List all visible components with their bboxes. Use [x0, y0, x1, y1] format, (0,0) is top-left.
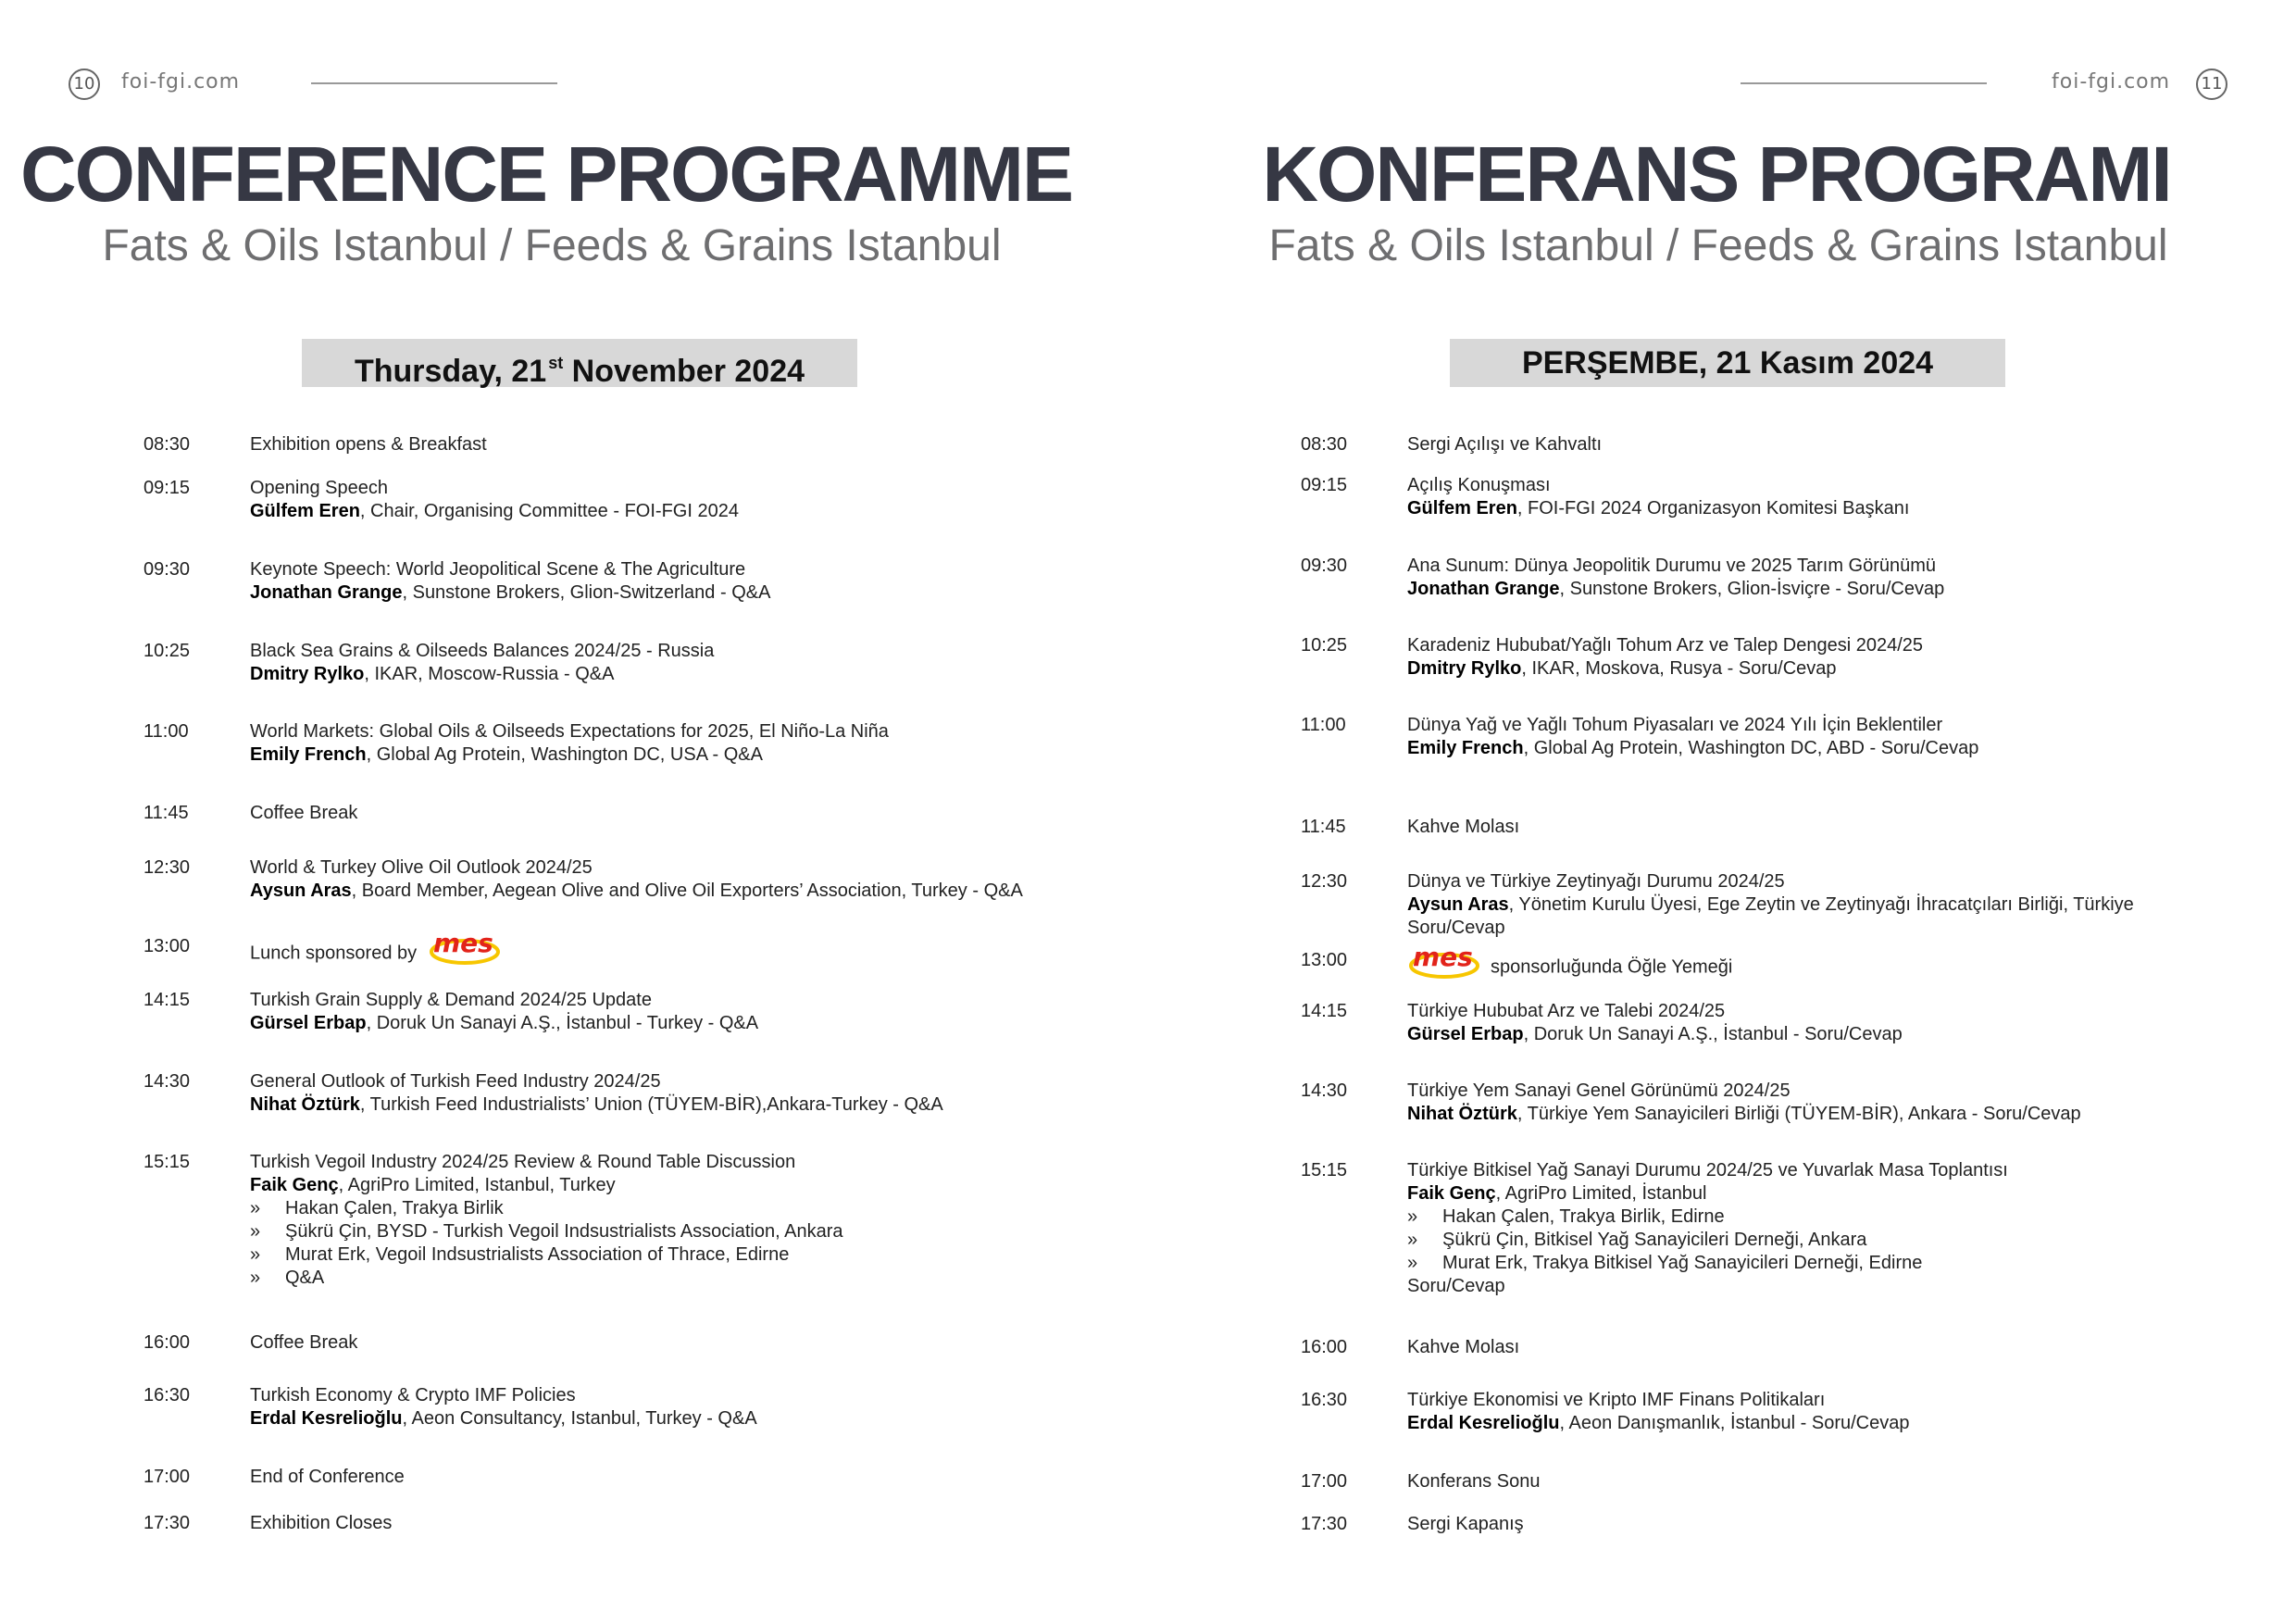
agenda-time: 12:30 — [1301, 871, 1348, 892]
agenda-time: 11:00 — [1301, 715, 1346, 735]
agenda-time: 15:15 — [144, 1152, 191, 1172]
panelist-item: » Hakan Çalen, Trakya Birlik, Edirne — [1407, 1206, 1725, 1227]
agenda-time: 09:30 — [1301, 556, 1348, 576]
panelist-item: » Hakan Çalen, Trakya Birlik — [250, 1198, 504, 1218]
agenda-title: Keynote Speech: World Jeopolitical Scene & The Agriculture — [250, 559, 746, 580]
page-subtitle: Fats & Oils Istanbul / Feeds & Grains Istanbul — [1268, 221, 2168, 270]
speaker-name: Jonathan Grange — [1407, 579, 1560, 599]
site-url[interactable]: foi-fgi.com — [2052, 70, 2171, 94]
agenda-time: 14:15 — [1301, 1001, 1348, 1021]
agenda-time: 08:30 — [144, 434, 191, 455]
agenda-time: 11:45 — [1301, 817, 1346, 837]
speaker-name: Gülfem Eren — [250, 501, 360, 521]
mes-logo — [1407, 943, 1481, 981]
agenda-title: Sergi Kapanış — [1407, 1514, 1524, 1534]
speaker-affiliation: , Sunstone Brokers, Glion-İsviçre - Soru/Cevap — [1559, 579, 1945, 599]
qa-note: Soru/Cevap — [1407, 918, 1505, 938]
speaker-affiliation: , Yönetim Kurulu Üyesi, Ege Zeytin ve Zeytinyağı İhracatçıları Birliği, Türkiye — [1508, 894, 2134, 915]
speaker-affiliation: , FOI-FGI 2024 Organizasyon Komitesi Başkanı — [1516, 498, 1910, 518]
agenda-time: 15:15 — [1301, 1160, 1348, 1181]
speaker-name: Jonathan Grange — [250, 582, 403, 603]
speaker-name: Dmitry Rylko — [1407, 658, 1522, 679]
agenda-title: End of Conference — [250, 1467, 405, 1487]
agenda-time: 11:45 — [144, 803, 189, 823]
agenda-title: Turkish Vegoil Industry 2024/25 Review & Round Table Discussion — [250, 1152, 796, 1172]
agenda-time: 11:00 — [144, 721, 189, 742]
agenda-title: Kahve Molası — [1407, 817, 1520, 837]
agenda-title: Türkiye Ekonomisi ve Kripto IMF Finans Politikaları — [1407, 1390, 1826, 1410]
agenda-title: Sergi Açılışı ve Kahvaltı — [1407, 434, 1603, 455]
header-rule — [311, 82, 557, 84]
agenda-time: 17:30 — [144, 1513, 191, 1533]
agenda-title: Opening Speech — [250, 478, 389, 498]
agenda-title: Turkish Economy & Crypto IMF Policies — [250, 1385, 576, 1405]
speaker-name: Nihat Öztürk — [250, 1094, 360, 1115]
agenda-time: 17:30 — [1301, 1514, 1348, 1534]
header-rule — [1741, 82, 1987, 84]
agenda-title: Konferans Sonu — [1407, 1471, 1541, 1492]
agenda-time: 13:00 — [144, 936, 191, 956]
agenda-title: Dünya Yağ ve Yağlı Tohum Piyasaları ve 2024 Yılı İçin Beklentiler — [1407, 715, 1943, 735]
day-prefix: Thursday, 21 — [354, 354, 547, 389]
bullet-mark: » — [1407, 1230, 1418, 1250]
speaker-name: Emily French — [250, 744, 367, 765]
agenda-time: 09:15 — [144, 478, 191, 498]
panelist-item: » Şükrü Çin, BYSD - Turkish Vegoil Indsustrialists Association, Ankara — [250, 1221, 843, 1242]
speaker-name: Gülfem Eren — [1407, 498, 1517, 518]
agenda-title: Türkiye Yem Sanayi Genel Görünümü 2024/25 — [1407, 1081, 1791, 1101]
agenda-time: 14:30 — [144, 1071, 191, 1092]
day-ordinal: st — [548, 354, 564, 372]
agenda-time: 16:30 — [1301, 1390, 1348, 1410]
speaker-affiliation: , Türkiye Yem Sanayicileri Birliği (TÜYEM-BİR), Ankara - Soru/Cevap — [1516, 1104, 2081, 1124]
speaker-name: Gürsel Erbap — [250, 1013, 367, 1033]
bullet-mark: » — [250, 1244, 261, 1265]
agenda-time: 09:15 — [1301, 475, 1348, 495]
page-title: KONFERANS PROGRAMI — [1262, 131, 2171, 218]
speaker-name: Gürsel Erbap — [1407, 1024, 1524, 1044]
panelist-item: » Q&A — [250, 1268, 325, 1288]
agenda-time: 10:25 — [1301, 635, 1348, 656]
speaker-name: Faik Genç — [1407, 1183, 1496, 1204]
agenda-title: sponsorluğunda Öğle Yemeği — [1491, 956, 1733, 978]
speaker-affiliation: , Board Member, Aegean Olive and Olive Oil Exporters’ Association, Turkey - Q&A — [351, 881, 1023, 901]
speaker-affiliation: , Global Ag Protein, Washington DC, ABD - Soru/Cevap — [1523, 738, 1979, 758]
page-number: 11 — [2196, 69, 2227, 100]
speaker-affiliation: , Turkish Feed Industrialists’ Union (TÜYEM-BİR),Ankara-Turkey - Q&A — [359, 1094, 943, 1115]
speaker-affiliation: , IKAR, Moscow-Russia - Q&A — [364, 664, 615, 684]
agenda-time: 13:00 — [1301, 950, 1348, 970]
agenda-time: 08:30 — [1301, 434, 1348, 455]
panelist-item: » Şükrü Çin, Bitkisel Yağ Sanayicileri Derneği, Ankara — [1407, 1230, 1867, 1250]
speaker-name: Erdal Kesrelioğlu — [250, 1408, 403, 1429]
speaker-name: Aysun Aras — [1407, 894, 1509, 915]
agenda-title: Türkiye Hububat Arz ve Talebi 2024/25 — [1407, 1001, 1726, 1021]
logo-wordmark: mes — [1413, 943, 1473, 972]
agenda-time: 16:00 — [1301, 1337, 1348, 1357]
agenda-title: Coffee Break — [250, 803, 358, 823]
bullet-mark: » — [1407, 1206, 1418, 1227]
page-subtitle: Fats & Oils Istanbul / Feeds & Grains Istanbul — [102, 221, 1002, 270]
agenda-title: Turkish Grain Supply & Demand 2024/25 Update — [250, 990, 652, 1010]
mes-logo — [428, 930, 502, 967]
agenda-time: 12:30 — [144, 857, 191, 878]
agenda-title: World Markets: Global Oils & Oilseeds Expectations for 2025, El Niño-La Niña — [250, 721, 889, 742]
bullet-mark: » — [250, 1268, 261, 1288]
agenda-title: Karadeniz Hububat/Yağlı Tohum Arz ve Talep Dengesi 2024/25 — [1407, 635, 1924, 656]
agenda-title: Kahve Molası — [1407, 1337, 1520, 1357]
speaker-affiliation: , IKAR, Moskova, Rusya - Soru/Cevap — [1521, 658, 1837, 679]
agenda-title: Black Sea Grains & Oilseeds Balances 2024/25 - Russia — [250, 641, 715, 661]
speaker-affiliation: , Doruk Un Sanayi A.Ş., İstanbul - Turkey - Q&A — [366, 1013, 759, 1033]
speaker-name: Erdal Kesrelioğlu — [1407, 1413, 1560, 1433]
speaker-affiliation: , Global Ag Protein, Washington DC, USA - Q&A — [366, 744, 763, 765]
agenda-time: 17:00 — [1301, 1471, 1348, 1492]
speaker-affiliation: , Aeon Danışmanlık, İstanbul - Soru/Cevap — [1559, 1413, 1910, 1433]
page-number: 10 — [69, 69, 100, 100]
right-page — [1148, 0, 2296, 1624]
speaker-affiliation: , Aeon Consultancy, Istanbul, Turkey - Q&A — [402, 1408, 757, 1429]
agenda-time: 14:30 — [1301, 1081, 1348, 1101]
panelist-item: » Murat Erk, Vegoil Indsustrialists Association of Thrace, Edirne — [250, 1244, 790, 1265]
speaker-name: Faik Genç — [250, 1175, 339, 1195]
speaker-affiliation: , AgriPro Limited, Istanbul, Turkey — [338, 1175, 616, 1195]
day-heading: PERŞEMBE, 21 Kasım 2024 — [1450, 339, 2005, 387]
agenda-title: Exhibition opens & Breakfast — [250, 434, 487, 455]
speaker-affiliation: , Sunstone Brokers, Glion-Switzerland - Q&A — [402, 582, 771, 603]
agenda-time: 17:00 — [144, 1467, 191, 1487]
speaker-name: Emily French — [1407, 738, 1524, 758]
speaker-affiliation: , Chair, Organising Committee - FOI-FGI 2024 — [359, 501, 739, 521]
site-url[interactable]: foi-fgi.com — [121, 70, 241, 94]
speaker-name: Nihat Öztürk — [1407, 1104, 1517, 1124]
agenda-title: Exhibition Closes — [250, 1513, 393, 1533]
page-title: CONFERENCE PROGRAMME — [19, 131, 1073, 218]
agenda-title: Türkiye Bitkisel Yağ Sanayi Durumu 2024/25 ve Yuvarlak Masa Toplantısı — [1407, 1160, 2008, 1181]
agenda-title: Coffee Break — [250, 1332, 358, 1353]
bullet-mark: » — [250, 1221, 261, 1242]
agenda-title: General Outlook of Turkish Feed Industry 2024/25 — [250, 1071, 661, 1092]
agenda-time: 16:30 — [144, 1385, 191, 1405]
day-suffix: November 2024 — [563, 354, 805, 389]
speaker-affiliation: , Doruk Un Sanayi A.Ş., İstanbul - Soru/Cevap — [1523, 1024, 1903, 1044]
bullet-mark: » — [250, 1198, 261, 1218]
agenda-time: 16:00 — [144, 1332, 191, 1353]
agenda-title: Ana Sunum: Dünya Jeopolitik Durumu ve 2025 Tarım Görünümü — [1407, 556, 1937, 576]
speaker-affiliation: , AgriPro Limited, İstanbul — [1495, 1183, 1707, 1204]
agenda-title: World & Turkey Olive Oil Outlook 2024/25 — [250, 857, 593, 878]
day-heading — [302, 339, 857, 387]
qa-note: Soru/Cevap — [1407, 1276, 1505, 1296]
agenda-title: Lunch sponsored by — [250, 943, 418, 964]
agenda-time: 10:25 — [144, 641, 191, 661]
agenda-time: 09:30 — [144, 559, 191, 580]
logo-wordmark: mes — [432, 930, 493, 958]
bullet-mark: » — [1407, 1253, 1418, 1273]
speaker-name: Dmitry Rylko — [250, 664, 365, 684]
agenda-time: 14:15 — [144, 990, 191, 1010]
agenda-title: Açılış Konuşması — [1407, 475, 1551, 495]
panelist-item: » Murat Erk, Trakya Bitkisel Yağ Sanayicileri Derneği, Edirne — [1407, 1253, 1923, 1273]
agenda-title: Dünya ve Türkiye Zeytinyağı Durumu 2024/25 — [1407, 871, 1785, 892]
speaker-name: Aysun Aras — [250, 881, 352, 901]
